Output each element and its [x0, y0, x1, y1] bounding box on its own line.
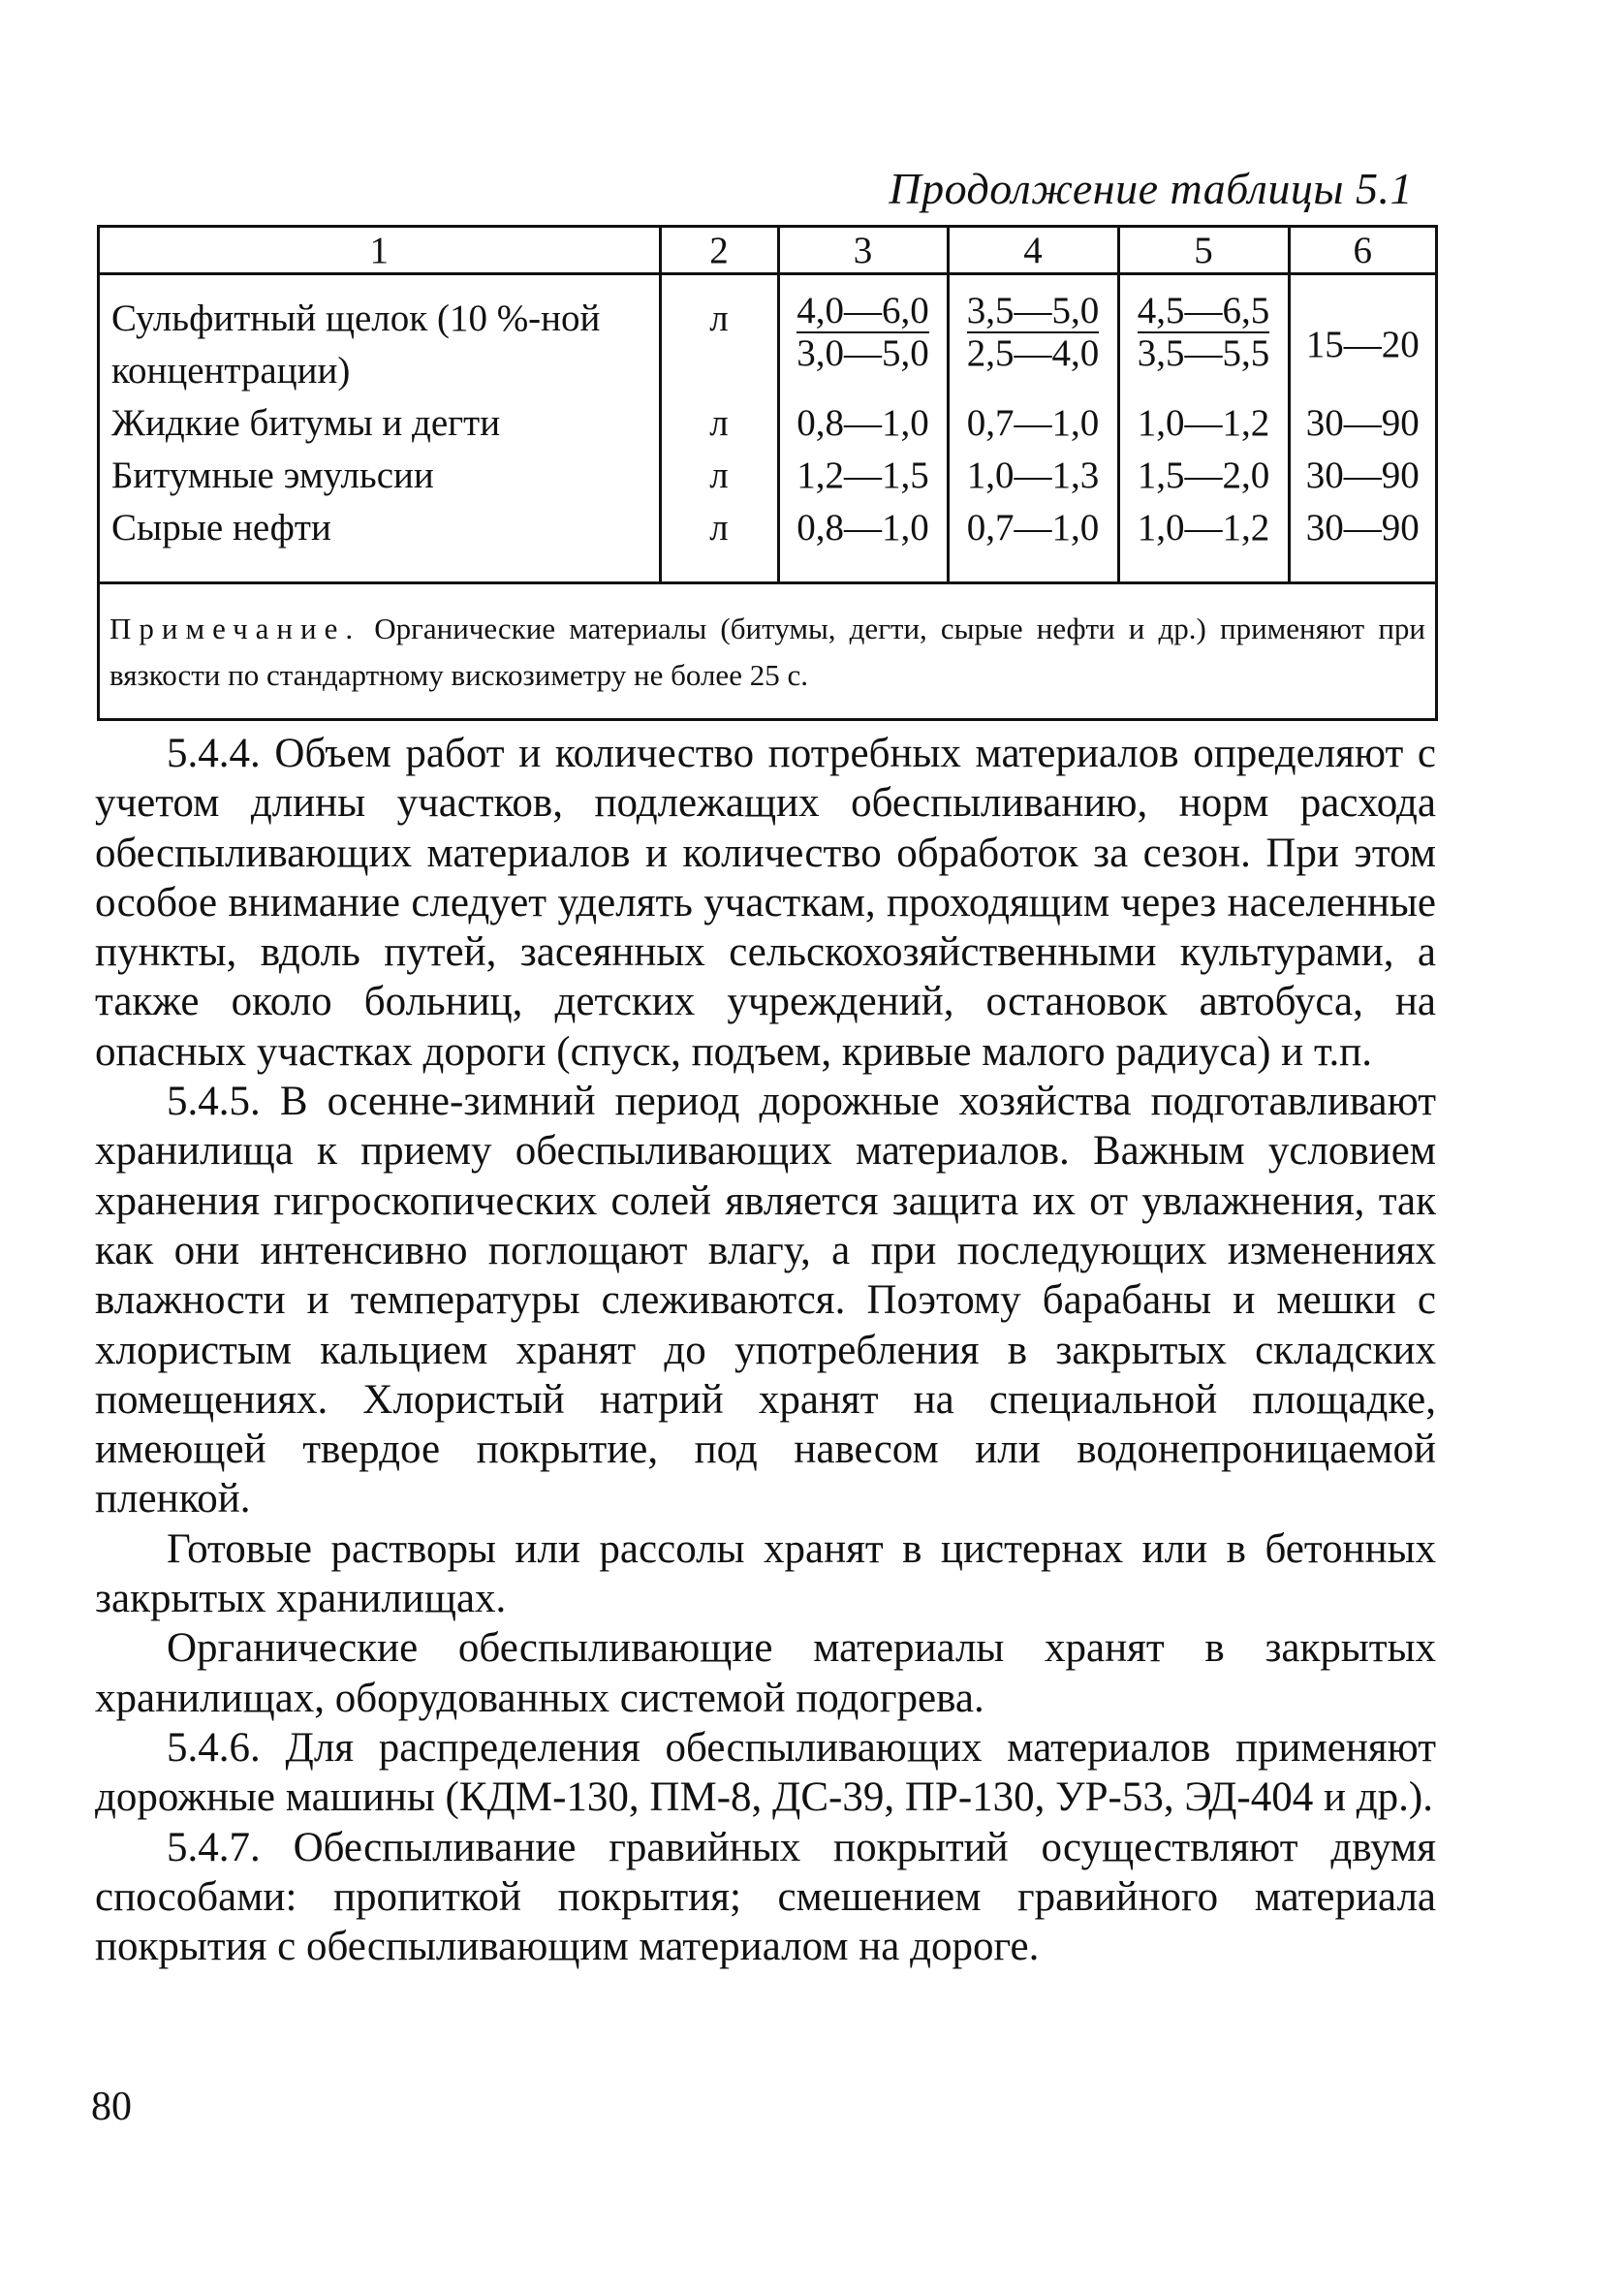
unit-cell: л: [660, 502, 778, 581]
material-name: Сульфитный щелок (10 %-ной концентрации): [111, 298, 601, 392]
value-cell: 0,8—1,0: [778, 502, 948, 581]
value-cell: 0,8—1,0: [778, 397, 948, 450]
note-text: Органические материалы (битумы, дегти, сырые нефти и др.) применяют при вязкости по стандартному вискозиметру не более 25 с.: [109, 612, 1425, 692]
paragraph: 5.4.7. Обеспыливание гравийных покрытий осуществляют двумя способами: пропиткой покрытия; смешением гравийного материала покрытия с обеспыливающим материалом на дороге.: [95, 1824, 1436, 1970]
paragraph: Органические обеспыливающие материалы хранят в закрытых хранилищах, оборудованных системой подогрева.: [95, 1625, 1436, 1721]
table-header-row: [100, 228, 1435, 274]
header-cell: 1: [100, 228, 660, 274]
header-cell: 4: [948, 228, 1118, 274]
header-cell: 3: [778, 228, 948, 274]
paragraph: 5.4.6. Для распределения обеспыливающих материалов применяют дорожные машины (КДМ-130, ПМ-8, ДС-39, ПР-130, УР-53, ЭД-404 и др.).: [95, 1724, 1436, 1821]
value-cell: 0,7—1,0: [948, 397, 1118, 450]
value-cell: [1118, 274, 1289, 398]
page-number: 80: [91, 2085, 132, 2129]
value-cell: 1,0—1,3: [948, 450, 1118, 502]
value-cell: 30—90: [1289, 450, 1435, 502]
table-note: [100, 581, 1435, 718]
unit-cell: л: [660, 397, 778, 450]
fraction-value: [966, 290, 1100, 374]
value-cell: 30—90: [1289, 397, 1435, 450]
fraction-top: 3,5—5,0: [966, 290, 1100, 331]
value-cell: [778, 274, 948, 398]
paragraph: 5.4.5. В осенне-зимний период дорожные хозяйства подготавливают хранилища к приему обеспыливающих материалов. Важным условием хранения гигроскопических солей является защита их от увлажнения, так как они интенсивно поглощают влагу, а при последующих изменениях влажности и температуры слеживаются. Поэтому барабаны и мешки с хлористым кальцием хранят до употребления в закрытых складских помещениях. Хлористый натрий хранят на специальной площадке, имеющей твердое покрытие, под навесом или водонепроницаемой пленкой.: [95, 1079, 1436, 1522]
fraction-value: [1137, 290, 1270, 374]
material-name: Битумные эмульсии: [111, 455, 434, 496]
fraction-top: 4,5—6,5: [1137, 290, 1270, 331]
fraction-bottom: 3,0—5,0: [796, 332, 929, 374]
table-row: [100, 450, 1435, 502]
table-row: [100, 397, 1435, 450]
fraction-value: [796, 290, 929, 374]
value-cell: 1,2—1,5: [778, 450, 948, 502]
fraction-top: 4,0—6,0: [796, 290, 929, 331]
value-cell: 15—20: [1289, 274, 1435, 398]
data-table: [97, 225, 1438, 721]
unit-cell: л: [660, 450, 778, 502]
fraction-bottom: 2,5—4,0: [966, 332, 1100, 374]
note-label: Примечание.: [109, 612, 361, 645]
material-name: Жидкие битумы и дегти: [111, 402, 501, 444]
header-cell: 5: [1118, 228, 1289, 274]
table-caption: Продолжение таблицы 5.1: [889, 164, 1413, 213]
header-cell: 2: [660, 228, 778, 274]
value-cell: 1,5—2,0: [1118, 450, 1289, 502]
table-row: [100, 274, 1435, 398]
value-cell: 1,0—1,2: [1118, 502, 1289, 581]
paragraph: 5.4.4. Объем работ и количество потребных материалов определяют с учетом длины участков, подлежащих обеспыливанию, норм расхода обеспыливающих материалов и количество обработок за сезон. При этом особое внимание следует уделять участкам, проходящим через населенные пункты, вдоль путей, засеянных сельскохозяйственными культурами, а также около больниц, детских учреждений, остановок автобуса, на опасных участках дороги (спуск, подъем, кривые малого радиуса) и т.п.: [95, 731, 1436, 1075]
unit-cell: л: [660, 274, 778, 398]
paragraph: Готовые растворы или рассолы хранят в цистернах или в бетонных закрытых хранилищах.: [95, 1525, 1436, 1622]
table-row: [100, 502, 1435, 581]
material-name: Сырые нефти: [111, 507, 331, 549]
value-cell: 30—90: [1289, 502, 1435, 581]
fraction-bottom: 3,5—5,5: [1137, 332, 1270, 374]
value-cell: [948, 274, 1118, 398]
value-cell: 1,0—1,2: [1118, 397, 1289, 450]
value-cell: 0,7—1,0: [948, 502, 1118, 581]
header-cell: 6: [1289, 228, 1435, 274]
body-text: [95, 729, 1436, 1971]
